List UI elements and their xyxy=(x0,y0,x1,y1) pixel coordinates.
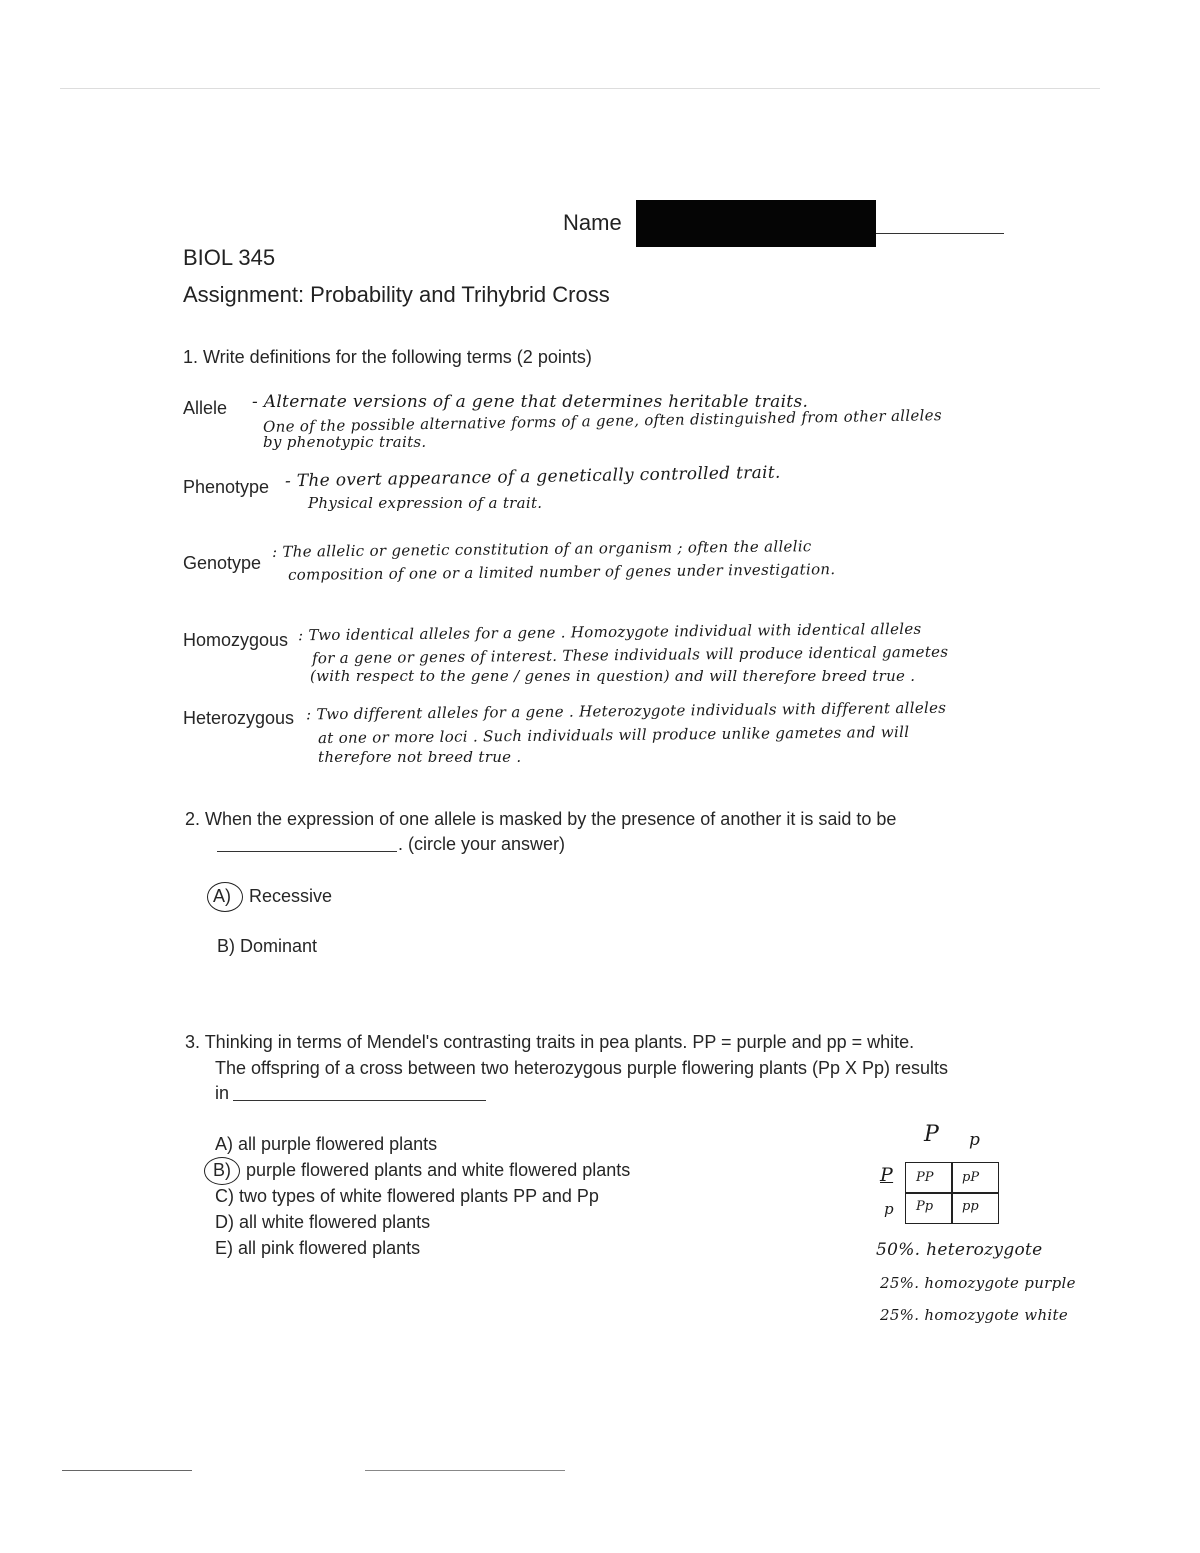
phenotype-answer-line1: - The overt appearance of a genetically controlled trait. xyxy=(284,462,781,492)
punnett-cell-1-2: pP xyxy=(962,1170,980,1185)
scan-bottom-line-1 xyxy=(62,1470,192,1471)
q3-prompt-line2: The offspring of a cross between two heterozygous purple flowering plants (Pp X Pp) results xyxy=(215,1058,949,1078)
punnett-row-header-1: P xyxy=(880,1164,894,1186)
q2-option-a-letter: A) xyxy=(213,886,231,906)
assignment-title: Assignment: Probability and Trihybrid Cross xyxy=(183,282,610,307)
q3-prompt-line3: in xyxy=(215,1083,230,1103)
q3-option-c: C) two types of white flowered plants PP and Pp xyxy=(215,1186,599,1206)
redacted-name xyxy=(636,200,876,247)
q3-answer-blank xyxy=(233,1100,486,1101)
allele-answer-line1: - Alternate versions of a gene that determines heritable traits. xyxy=(252,392,809,412)
homozygous-answer-line1: : Two identical alleles for a gene . Homozygote individual with identical alleles xyxy=(297,619,922,645)
genotype-answer-line2: composition of one or a limited number of genes under investigation. xyxy=(287,560,836,584)
q2-option-a: Recessive xyxy=(249,886,333,906)
phenotype-label: Phenotype xyxy=(183,477,270,497)
course-code: BIOL 345 xyxy=(183,245,276,270)
homozygous-answer-line2: for a gene or genes of interest. These individuals will produce identical gametes xyxy=(311,642,949,668)
q1-prompt: 1. Write definitions for the following terms (2 points) xyxy=(183,347,592,367)
q3-option-a: A) all purple flowered plants xyxy=(215,1134,438,1154)
heterozygous-label: Heterozygous xyxy=(183,708,295,728)
q3-option-b-letter: B) xyxy=(213,1160,231,1180)
q2-prompt-line1: 2. When the expression of one allele is masked by the presence of another it is said to be xyxy=(185,809,897,829)
punnett-result-3: 25%. homozygote white xyxy=(880,1306,1069,1324)
scan-bottom-line-2 xyxy=(365,1470,565,1471)
heterozygous-answer-line3: therefore not breed true . xyxy=(318,748,522,766)
allele-answer-line3: by phenotypic traits. xyxy=(263,433,427,451)
q3-prompt-line1: 3. Thinking in terms of Mendel's contrasting traits in pea plants. PP = purple and pp = white. xyxy=(185,1032,915,1052)
q3-option-d: D) all white flowered plants xyxy=(215,1212,431,1232)
allele-answer-line2: One of the possible alternative forms of a gene, often distinguished from other alleles xyxy=(262,406,943,436)
heterozygous-answer-line2: at one or more loci . Such individuals will produce unlike gametes and will xyxy=(317,722,910,748)
q2-option-b: B) Dominant xyxy=(217,936,318,956)
scan-top-edge xyxy=(60,88,1100,89)
phenotype-answer-line2: Physical expression of a trait. xyxy=(308,494,543,512)
name-label: Name xyxy=(563,210,622,235)
allele-label: Allele xyxy=(183,398,228,418)
punnett-result-2: 25%. homozygote purple xyxy=(880,1274,1076,1292)
punnett-col-header-2: p xyxy=(969,1130,981,1150)
punnett-row-header-2: p xyxy=(884,1200,894,1218)
genotype-answer-line1: : The allelic or genetic constitution of an organism ; often the allelic xyxy=(271,537,812,561)
punnett-cell-1-1: PP xyxy=(916,1170,934,1185)
punnett-col-header-1: P xyxy=(924,1122,940,1147)
heterozygous-answer-line1: : Two different alleles for a gene . Heterozygote individuals with different alleles xyxy=(305,698,947,724)
punnett-result-1: 50%. heterozygote xyxy=(876,1240,1043,1260)
q2-prompt-line2: . (circle your answer) xyxy=(398,834,566,854)
q3-option-e: E) all pink flowered plants xyxy=(215,1238,421,1258)
name-underline xyxy=(876,233,1004,234)
punnett-cell-2-1: Pp xyxy=(916,1199,934,1214)
genotype-label: Genotype xyxy=(183,553,262,573)
q2-answer-blank xyxy=(217,851,397,852)
q3-option-b: purple flowered plants and white flowered plants xyxy=(246,1160,631,1180)
punnett-cell-2-2: pp xyxy=(962,1199,979,1214)
homozygous-answer-line3: (with respect to the gene / genes in question) and will therefore breed true . xyxy=(310,667,916,685)
punnett-square xyxy=(905,1162,999,1224)
homozygous-label: Homozygous xyxy=(183,630,289,650)
